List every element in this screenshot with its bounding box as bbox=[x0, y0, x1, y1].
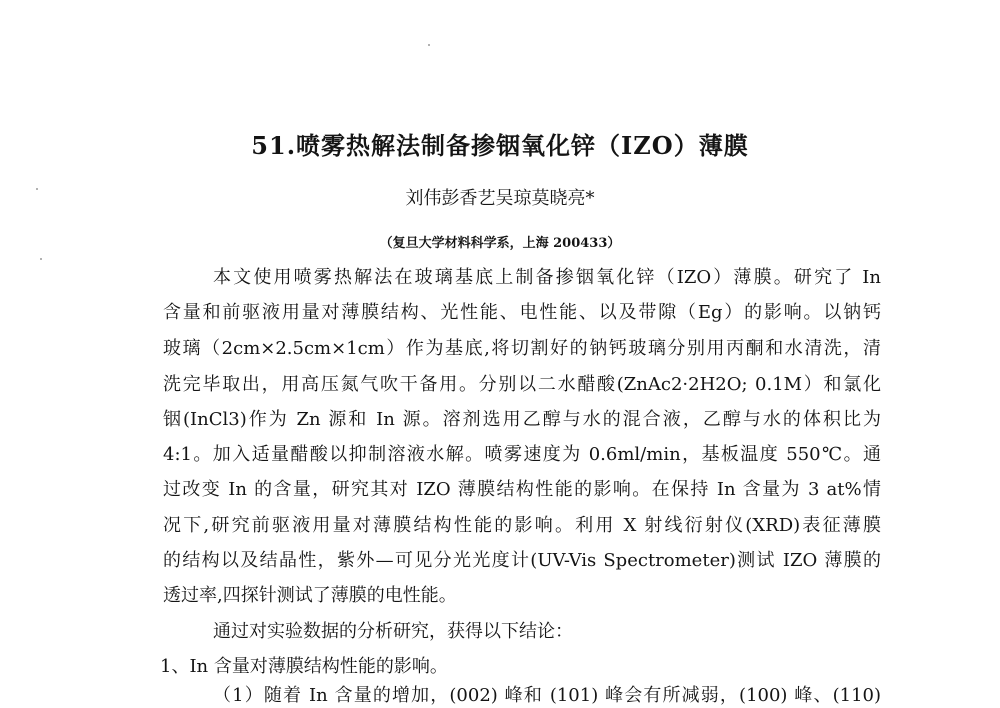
body-line: 玻璃（2cm×2.5cm×1cm）作为基底,将切割好的钠钙玻璃分别用丙酮和水清洗，清 bbox=[163, 338, 881, 359]
body-line: 铟(InCl3)作为 Zn 源和 In 源。溶剂选用乙醇与水的混合液，乙醇与水的体积比为 bbox=[163, 409, 881, 430]
body-line: 洗完毕取出，用高压氮气吹干备用。分别以二水醋酸(ZnAc2·2H2O; 0.1M）和氯化 bbox=[163, 374, 881, 395]
body-line: 过改变 In 的含量，研究其对 IZO 薄膜结构性能的影响。在保持 In 含量为 3 at%情 bbox=[163, 479, 881, 500]
body-line: 本文使用喷雾热解法在玻璃基底上制备掺铟氧化锌（IZO）薄膜。研究了 In bbox=[213, 267, 881, 288]
body-line: 含量和前驱液用量对薄膜结构、光性能、电性能、以及带隙（Eg）的影响。以钠钙 bbox=[163, 302, 881, 323]
conclusion-item: 1、In 含量对薄膜结构性能的影响。 bbox=[160, 656, 448, 677]
body-line: 透过率,四探针测试了薄膜的电性能。 bbox=[163, 585, 457, 606]
paper-authors: 刘伟彭香艺吴琼莫晓亮* bbox=[405, 188, 595, 209]
body-line: 况下,研究前驱液用量对薄膜结构性能的影响。利用 X 射线衍射仪(XRD)表征薄膜 bbox=[163, 515, 881, 536]
scan-speck bbox=[428, 44, 430, 46]
cut-off-line: （1）随着 In 含量的增加，(002) 峰和 (101) 峰会有所减弱，(100) 峰、(110) bbox=[213, 685, 881, 706]
body-line: 4:1。加入适量醋酸以抑制溶液水解。喷雾速度为 0.6ml/min，基板温度 550℃。通 bbox=[163, 444, 881, 465]
body-line: 的结构以及结晶性，紫外—可见分光光度计(UV-Vis Spectrometer)测试 IZO 薄膜的 bbox=[163, 550, 881, 571]
scan-speck bbox=[40, 258, 42, 260]
paper-affiliation: （复旦大学材料科学系，上海 200433） bbox=[379, 236, 621, 251]
paper-title: 51.喷雾热解法制备掺铟氧化锌（IZO）薄膜 bbox=[251, 131, 749, 160]
conclusion-intro: 通过对实验数据的分析研究，获得以下结论： bbox=[213, 621, 573, 642]
